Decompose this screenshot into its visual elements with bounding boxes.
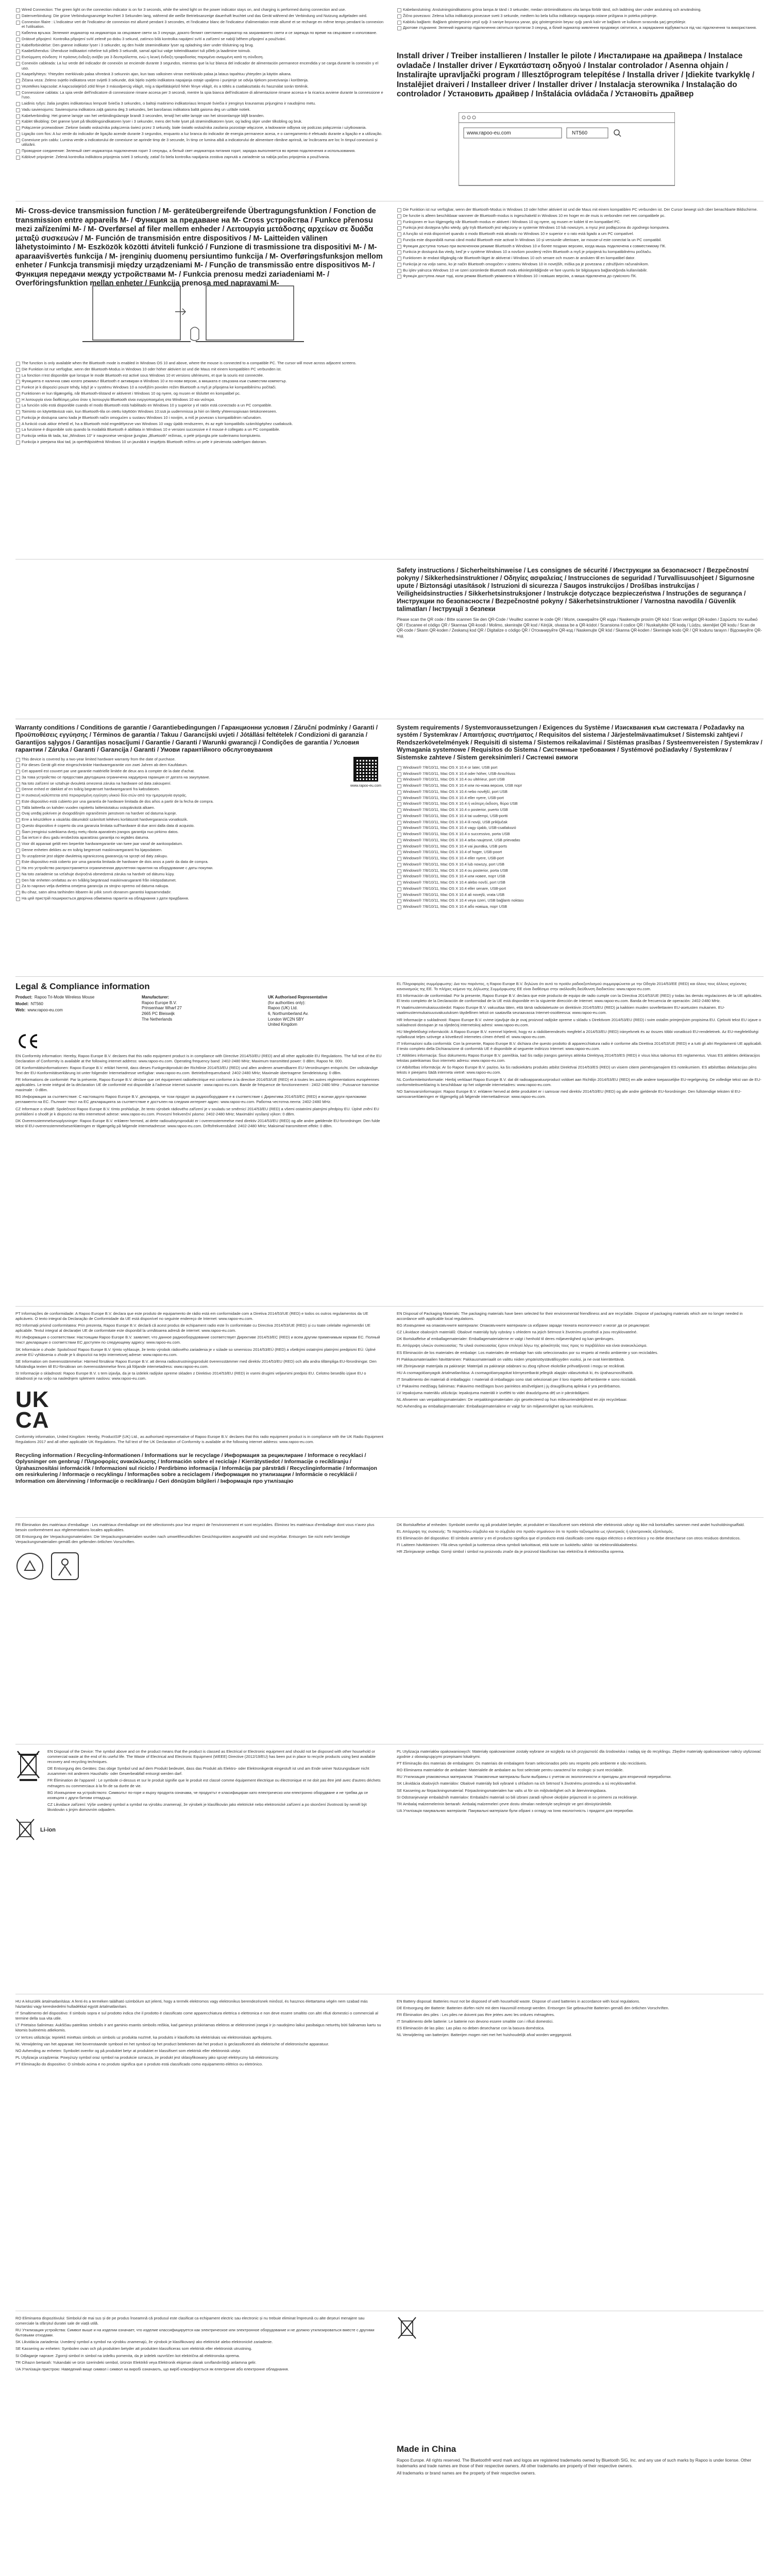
list-item: Drátové připojení: Kontrolka připojení svítí zeleně po dobu 3 sekund, zatímco bílá kontrolka napájení svítí a zařízení se nabíjí během připojení a používání. [15, 37, 384, 42]
legal-paragraph: SK Informácie o zhode: Spoločnosť Rapoo Europe B.V. týmto vyhlasuje, že tento výrobok rádiového zariadenia je v súlade so smernicou 2014/53/EÚ (RED) a všetkými ostatnými platnými predpismi EÚ. Úplné znenie EÚ vyhlásenia o zhode je k dispozícii na tejto internetovej adrese: www.rapoo-eu.com. [15, 1347, 376, 1357]
weee-right [397, 1522, 764, 1556]
legal-header-grid [15, 995, 384, 1027]
list-item: Datenverbindung: Die grüne Verbindungsanzeige leuchtet 3 Sekunden lang, während die weiße Betriebsanzeige dauerhaft leuchtet und das Gerät während der Verbindung und Nutzung aufgeladen wird. [15, 13, 384, 19]
ukrep-line: (for authorities only): [268, 1000, 306, 1005]
list-item: Ενσύρματη σύνδεση: Η πράσινη ένδειξη ανάβει για 3 δευτερόλεπτα, ενώ η λευκή ένδειξη τροφοδοσίας παραμένει αναμμένη κατά τη σύνδεση. [15, 55, 384, 60]
recycle-icon [15, 1552, 44, 1581]
model-label: Model: [15, 1001, 29, 1006]
weee-paragraph: HU A készülék ártalmatlanítása: A fenti és a terméken található szimbólum azt jelenti, hogy a termék elektromos vagy elektronikus berendezésnek minősül, és hasznos élettartama végén nem szabad más háztartási vagy kereskedelmi hulladékkal együtt ártalmatlanítani. [15, 1999, 368, 2009]
list-item: Die Funktion ist nur verfügbar, wenn der Bluetooth-Modus in Windows 10 oder höher aktiviert ist und die Maus mit einem kompatiblen PC verbunden ist. Der Cursor bewegt sich über benachbarte Bildschirme. [397, 207, 764, 212]
list-item: Функция доступна только при включенном режиме Bluetooth в Windows 10 и более поздних версиях, когда мышь подключена к совместимому ПК. [397, 244, 764, 249]
legal-bottom-left [15, 1311, 384, 1484]
list-item: Windows® 7/8/10/11, Mac OS X 10.4 або новіша, порт USB [397, 904, 764, 909]
weee-paragraphs-right [397, 1522, 764, 1554]
list-item: Кабелна връзка: Зеленият индикатор на индикатора за свързване свети за 3 секунди, докато белият светлинен индикатор на захранването свети и се зарежда по време на свързване и използване. [15, 30, 384, 36]
triman-icon [50, 1552, 79, 1581]
legal-paragraphs-left [15, 1054, 384, 1129]
list-item: Laidinis ryšys: žalia jungties indikatoriaus lemputė šviečia 3 sekundes, o baltoji maitinimo indikatoriaus lemputė šviečia ir įrenginys kraunamas prijungimo ir naudojimo metu. [15, 101, 384, 106]
warranty-qr [348, 757, 384, 902]
manufacturer-line: Prinsenhaar Wharf 27 [142, 1006, 182, 1011]
qr-caption: www.rapoo-eu.com [350, 784, 381, 788]
list-item: Connessione cablata: La spia verde dell'indicatore di connessione rimane accesa per 3 secondi, mentre la spia bianca dell'indicatore di alimentazione rimane accesa e la ricarica avviene durante la connessione e l'uso. [15, 90, 384, 100]
list-item: Windows® 7/8/10/11, Mac OS X 10.4 tai uudempi, USB-portti [397, 814, 764, 819]
weee-paragraph: PT Eliminação do dispositivo: O símbolo acima e no produto significa que o produto está classificado como equipamento elétrico ou eletrónico. [15, 2061, 263, 2066]
packaging-paragraphs-more [397, 1749, 764, 1814]
packaging-paragraphs [397, 1311, 764, 1409]
product-value: Rapoo Tri-Mode Wireless Mouse [34, 995, 95, 1000]
wheelie-bin-icon [15, 1749, 41, 1781]
weee-paragraph: DE Entsorgung des Gerätes: Das obige Symbol und auf dem Produkt bedeutet, dass das Produkt als Elektro- oder Elektronikgerät eingestuft ist und am Ende seiner Nutzungsdauer nicht zusammen mit anderem Haushalts- oder Gewerbeabfall entsorgt werden darf. [47, 1766, 369, 1776]
weee-paragraph: SI Odlaganje naprave: Zgornji simbol in simbol na izdelku pomenita, da je izdelek razvrščen kot električna ali elektronska oprema. [15, 2353, 240, 2358]
legal-paragraph: RU Информация о соответствии: Настоящим Rapoo Europe B.V. заявляет, что данное радиооборудование соответствует Директиве 2014/53/ЕС (RED) и всем другим применимым нормам ЕС. Полный текст декларации о соответствии ЕС доступен по следующему адресу: www.rapoo-eu.com. [15, 1335, 380, 1345]
mode-section [15, 207, 384, 289]
browser-illustration [459, 112, 675, 187]
list-item: Windows® 7/8/10/11, Mac OS X 10.4 ali novejši, vrata USB [397, 892, 764, 897]
packaging-paragraph: PL Utylizacja materiałów opakowaniowych: Materiały opakowaniowe zostały wybrane ze względu na ich przyjazność dla środowiska i nadają się do recyklingu. Zbędne materiały opakowaniowe należy utylizować zgodnie z obowiązującymi przepisami lokalnymi. [397, 1749, 761, 1759]
list-item: Windows® 7/8/10/11, Mac OS X 10.4 или по-нова версия, USB порт [397, 783, 764, 788]
manufacturer-line: 2665 PC Bleiswijk [142, 1011, 175, 1016]
sysreq-section [397, 724, 764, 910]
list-item: Η λειτουργία είναι διαθέσιμη μόνο όταν η λειτουργία Bluetooth είναι ενεργοποιημένη στα Windows 10 και νεότερα. [15, 397, 384, 402]
list-item: Funkcija je na voljo samo, ko je način Bluetooth omogočen v sistemu Windows 10 in novejših, miška pa je povezana z združljivim računalnikom. [397, 262, 764, 267]
list-item: Na toto zariadenie sa vzťahuje dvojročná obmedzená záruka na hardvér od dátumu kúpy. [15, 872, 343, 877]
warranty-title: Warranty conditions / Conditions de garantie / Garantiebedingungen / Гаранционни условия / Záruční podmínky / Garanti / Προϋποθέσεις εγγύησης / Términos de garantía / Takuu / Garancijski uvjeti / Jótállási feltételek / Condizioni di garanzia / Garantijos sąlygos / Garantijas nosacījumi / Garantie / Garanti / Warunki gwarancji / Condições de garantia / Условия гарантии / Záruka / Garanti / Garancija / Garanti / Умови гарантійного обслуговування [15, 724, 378, 754]
list-item: Połączenie przewodowe: Zielone światło wskaźnika połączenia świeci przez 3 sekundy, białe światło wskaźnika zasilania pozostaje włączone, a ładowanie odbywa się podczas połączenia i użytkowania. [15, 125, 384, 130]
connection-items [15, 7, 384, 160]
ukrep-line: Rapoo (UK) Ltd. [268, 1006, 298, 1011]
weee-paragraph: EN Disposal of the Device: The symbol above and on the product means that the product is classed as Electrical or Electronic equipment and should not be disposed with other household or commercial waste at the end of its useful life. The Waste of Electrical and Electronic Equipment (WEEE) Directive (2012/19/EU) has been put in place to recycle products using best available recovery and recycling techniques. [47, 1749, 376, 1765]
list-item: Windows® 7/8/10/11, Mac OS X 10.4 nebo novější, port USB [397, 789, 764, 794]
packaging-paragraph: UA Утилізація пакувальних матеріалів: Пакувальні матеріали були обрані з огляду на їхню екологічність і придатні для переробки. [397, 1808, 634, 1813]
list-item: Windows® 7/8/10/11, Mac OS X 10.4 eller senare, USB-port [397, 886, 764, 891]
list-item: This device is covered by a two-year limited hardware warranty from the date of purchase. [15, 757, 343, 762]
url-text: www.rapoo-eu.com [467, 130, 511, 136]
web-value: www.rapoo-eu.com [27, 1008, 63, 1013]
legal-paragraph: LV Atbilstības informācija: Ar šo Rapoo Europe B.V. paziņo, ka šis radioiekārtu produkts atbilst Direktīvai 2014/53/ES (RED) un visiem citiem piemērojamajiem ES noteikumiem. ES atbilstības deklarācijas pilns teksts ir pieejams šādā interneta vietnē: www.rapoo-eu.com. [397, 1065, 757, 1075]
list-item: Žičana veza: Zeleno svjetlo indikatora veze svijetli 3 sekunde, dok bijelo svjetlo indikatora napajanja ostaje upaljeno i punjenje se odvija tijekom povezivanja i korištenja. [15, 78, 384, 83]
legal-paragraph: DK Overensstemmelsesoplysninger: Rapoo Europe B.V. erklærer hermed, at dette radioudstyrsprodukt er i overensstemmelse med direktiv 2014/53/EU (RED) og alle andre gældende EU-forordninger. Den fulde tekst til EU-overensstemmelseserklæringen er tilgængelig på følgende internetadresse: www.rapoo-eu.com. Driftsfrekvensbånd: 2402-2480 MHz; Maksimal transmitteret effekt: 0 dBm. [15, 1118, 380, 1128]
list-item: Funkce je k dispozici pouze tehdy, když je v systému Windows 10 a novějším povolen režim Bluetooth a myš je připojena ke kompatibilnímu počítači. [15, 385, 384, 390]
packaging-left [15, 1522, 384, 1581]
list-item: Den här enheten omfattas av en tvåårig begränsad maskinvarugaranti från inköpsdatumet. [15, 878, 343, 883]
list-item: Ligação com fios: A luz verde do indicador de ligação acende durante 3 segundos, enquanto a luz branca do indicador de energia permanece acesa, e o carregamento é efetuado durante a ligação e a utilização. [15, 131, 384, 137]
list-item: Voor dit apparaat geldt een beperkte hardwaregarantie van twee jaar vanaf de aankoopdatum. [15, 841, 343, 846]
safety-title: Safety instructions / Sicherheitshinweise / Les consignes de sécurité / Инструкции за безопасност / Bezpečnostní pokyny / Sikkerhedsinstruktioner / Οδηγίες ασφαλείας / Instrucciones de seguridad / Turvallisuusohjeet / Sigurnosne upute / Biztonsági utasítások / Istruzioni di sicurezza / Saugos instrukcijos / Drošības instrukcijas / Veiligheidsinstructies / Sikkerhetsinstruksjoner / Instrukcje dotyczące bezpieczeństwa / Instruções de segurança / Инструкции по безопасности / Bezpečnostné pokyny / Säkerhetsinstruktioner / Varnostna navodila / Güvenlik talimatları / Інструкції з безпеки [397, 567, 755, 613]
list-item: Дротове з'єднання: Зелений індикатор підключення світиться протягом 3 секунд, а білий індикатор живлення продовжує світитися, а заряджання відбувається під час підключення та використання. [397, 25, 764, 30]
weee-paragraph: NO Avhending av enheten: Symbolet ovenfor og på produktet betyr at produktet er klassifisert som elektrisk eller elektronisk utstyr. [15, 2048, 241, 2053]
made-in-text: Rapoo Europe. All rights reserved. The Bluetooth® word mark and logos are registered trademarks owned by Bluetooth SIG, Inc. and any use of such marks by Rapoo is under license. Other trademarks and trade names are those of their respective owners. All other trademarks are property of their respective owners. [397, 2458, 752, 2469]
list-item: Šiam įrenginiui suteikiama dvejų metų ribota aparatinės įrangos garantija nuo pirkimo datos. [15, 829, 343, 835]
legal-paragraphs-bottom [15, 1311, 384, 1381]
weee-paragraph: FR Élimination de l'appareil : Le symbole ci-dessus et sur le produit signifie que le produit est classé comme équipement électrique ou électronique et ne doit pas être jeté avec d'autres déchets ménagers ou commerciaux à la fin de sa durée de vie. [47, 1778, 381, 1788]
made-in-line2: All trademarks or brand names are the property of their respective owners. [397, 2471, 536, 2476]
list-item: На это устройство распространяется ограниченная двухлетняя гарантия на оборудование с даты покупки. [15, 866, 343, 871]
legal-right [397, 981, 764, 1101]
ukca-text: Conformity information, United Kingdom: Hereby, ProductSIP (UK) Ltd., as authorised representative of Rapoo Europe B.V. declares that this radio equipment product is in compliance with the UK Radio Equipment Regulations 2017 and all other applicable UK Regulations. The full text of the UK Declaration of Conformity is available at the following internet address: www.rapoo-eu.com. [15, 1434, 384, 1445]
list-item: Windows® 7/8/10/11, Mac OS X 10.4 oder höher, USB-Anschluss [397, 771, 764, 776]
list-item: Žično povezavo: Zelena lučka indikatorja povezave sveti 3 sekunde, medtem ko bela lučka indikatorja napajanja ostane prižgana in poteka polnjenje. [397, 13, 764, 19]
weee-paragraph: FI Laitteen hävittäminen: Yllä oleva symboli ja tuotteessa oleva symboli tarkoittavat, että tuote on luokiteltu sähkö- tai elektroniikkalaitteeksi. [397, 1543, 638, 1548]
list-item: Windows® 7/8/10/11, Mac OS X 10.4 veya üzeri, USB bağlantı noktası [397, 898, 764, 903]
list-item: Funcția este disponibilă numai când modul Bluetooth este activat în Windows 10 și versiunile ulterioare, iar mouse-ul este conectat la un PC compatibil. [397, 238, 764, 243]
safety-section [397, 567, 764, 641]
divider [15, 976, 764, 977]
packaging-paragraph: RO Eliminarea materialelor de ambalare: Materialele de ambalare au fost selectate pentru caracterul lor ecologic și sunt reciclabile. [397, 1768, 624, 1773]
list-item: Windows® 7/8/10/11, Mac OS X 10.4 of hoger, USB-poort [397, 850, 764, 855]
list-item: Windows® 7/8/10/11, Mac OS X 10.4 vai jaunāka, USB ports [397, 844, 764, 849]
list-item: Funkcija je dostupna samo kada je Bluetooth način omogućen u sustavu Windows 10 i novijim, a miš je povezan s kompatibilnim računalom. [15, 415, 384, 420]
list-item: Windows® 7/8/10/11, Mac OS X 10.4 ou posterior, porta USB [397, 868, 764, 873]
divider [15, 559, 764, 560]
list-item: Káblové pripojenie: Zelená kontrolka indikátora pripojenia svieti 3 sekundy, zatiaľ čo biela kontrolka napájania zostáva zapnutá a zariadenie sa nabíja počas pripojenia a používania. [15, 155, 384, 160]
legal-paragraph: IT Informazioni sulla conformità: Con la presente, Rapoo Europe B.V. dichiara che questo prodotto di apparecchiatura radio è conforme alla Direttiva 2014/53/UE (RED) e a tutti gli altri Regolamenti UE applicabili. Il testo completo della Dichiarazione di conformità UE è disponibile al seguente indirizzo Internet: www.rapoo-eu.com. [397, 1041, 763, 1052]
list-item: Conexiune prin cablu: Lumina verde a indicatorului de conexiune se aprinde timp de 3 secunde, în timp ce lumina albă a indicatorului de alimentare rămâne aprinsă, iar încărcarea are loc în timpul conexiunii și utilizării. [15, 138, 384, 148]
list-item: Este dispositivo está coberto por uma garantia limitada de hardware de dois anos a partir da data de compra. [15, 859, 343, 865]
list-item: Šai ierīcei ir divu gadu ierobežota aparatūras garantija no iegādes datuma. [15, 835, 343, 840]
made-in-title: Made in China [397, 2444, 456, 2454]
list-item: Funksjonen er kun tilgjengelig når Bluetooth-modus er aktivert i Windows 10 og nyere, og musen er koblet til en kompatibel PC. [397, 219, 764, 225]
list-item: На цей пристрій поширюється дворічна обмежена гарантія на обладнання з дати придбання. [15, 896, 343, 901]
packaging-paragraph: NO Avhending av emballasjematerialer: Emballasjematerialene er valgt for sin miljøvennlighet og kan resirkuleres. [397, 1404, 595, 1409]
weee-paragraph: RU Утилизация устройства: Символ выше и на изделии означает, что изделие классифицируется как электрическое или электронное оборудование и не должно утилизироваться вместе с другими бытовыми отходами. [15, 2328, 375, 2338]
weee-paragraph: DK Bortskaffelse af enheden: Symbolet ovenfor og på produktet betyder, at produktet er klassificeret som elektrisk eller elektronisk udstyr og ikke må bortskaffes sammen med andet husholdningsaffald. [397, 1522, 745, 1527]
battery-paragraph: FR Élimination des piles : Les piles ne doivent pas être jetées avec les ordures ménagères. [397, 2012, 555, 2018]
battery-symbol-row [15, 1818, 384, 1842]
weee-paragraph: SK Likvidácia zariadenia: Uvedený symbol a symbol na výrobku znamenajú, že výrobok je klasifikovaný ako elektrické alebo elektronické zariadenie. [15, 2340, 273, 2345]
driver-section [397, 52, 764, 99]
manufacturer-line: Rapoo Europe B.V. [142, 1000, 177, 1005]
mode-paragraphs-right [397, 207, 764, 280]
legal-paragraph: BG Информация за съответствие: С настоящото Rapoo Europe B.V. декларира, че този продукт за радиооборудване е в съответствие с Директива 2014/53/ЕС (RED) и всички други приложими регламенти на ЕС. Пълният текст на ЕС декларацията за съответствие е достъпен на следния интернет адрес: www.rapoo-eu.com. Работна честотна лента: 2402-2480 MHz. [15, 1094, 366, 1105]
list-item: Windows® 7/8/10/11, Mac OS X 10.4 alebo novší, port USB [397, 880, 764, 885]
ukrep-line: 6, Northumberland Av. [268, 1011, 309, 1016]
list-item: A função só está disponível quando o modo Bluetooth está ativado no Windows 10 e superior e o rato está ligado a um PC compatível. [397, 231, 764, 236]
legal-paragraph: LT Atitikties informacija: Šiuo dokumentu Rapoo Europe B.V. pareiškia, kad šis radijo įrangos gaminys atitinka Direktyvą 2014/53/ES (RED) ir visus kitus taikomus ES reglamentus. Visas ES atitikties deklaracijos tekstas pateikiamas šiuo interneto adresu: www.rapoo-eu.com. [397, 1053, 760, 1063]
list-item: Die Funktion ist nur verfügbar, wenn der Bluetooth-Modus in Windows 10 oder höher aktiviert ist und die Maus mit einem kompatiblen PC verbunden ist. [15, 367, 384, 372]
ukrep-line: London WC2N 5BY [268, 1016, 304, 1022]
list-item: Windows® 7/8/10/11, Mac OS X 10.4 or later, USB port [397, 765, 764, 770]
packaging-paragraph: SI Odstranjevanje embalažnih materialov: Embalažni materiali so bili izbrani zaradi njihove okoljske prijaznosti in so primerni za recikliranje. [397, 1794, 638, 1800]
divider [15, 1517, 764, 1518]
weee-paragraph: NL Verwijdering van het apparaat: Het bovenstaande symbool en het symbool op het product betekenen dat het product is geclassificeerd als elektrische of elektronische apparatuur. [15, 2041, 329, 2046]
list-item: Funkcja jest dostępna tylko wtedy, gdy tryb Bluetooth jest włączony w systemie Windows 10 lub nowszym, a mysz jest podłączona do zgodnego komputera. [397, 225, 764, 230]
list-item: Windows® 7/8/10/11, Mac OS X 10.4 или новее, порт USB [397, 874, 764, 879]
weee-paragraph: EL Απόρριψη της συσκευής: Το παραπάνω σύμβολο και το σύμβολο στο προϊόν σημαίνουν ότι το προϊόν ταξινομείται ως ηλεκτρικός ή ηλεκτρονικός εξοπλισμός. [397, 1529, 674, 1534]
legal-paragraph: EL Πληροφορίες συμμόρφωσης: Δια του παρόντος, η Rapoo Europe B.V. δηλώνει ότι αυτό το προϊόν ραδιοεξοπλισμού συμμορφώνεται με την Οδηγία 2014/53/ΕΕ (RED) και όλους τους άλλους ισχύοντες κανονισμούς της ΕΕ. Το πλήρες κείμενο της Δήλωσης Συμμόρφωσης ΕΕ είναι διαθέσιμο στην ακόλουθη διεύθυνση διαδικτύου: www.rapoo-eu.com. [397, 981, 747, 992]
battery-paragraph: NL Verwijdering van batterijen: Batterijen mogen niet met het huishoudelijk afval worden weggegooid. [397, 2032, 572, 2038]
legal-paragraph: SE Information om överensstämmelse: Härmed försäkrar Rapoo Europe B.V. att denna radioutrustningsprodukt överensstämmer med direktiv 2014/53/EU (RED) och alla andra tillämpliga EU-förordningar. Den fullständiga texten till EU-försäkran om överensstämmelse finns på följande internetadress: www.rapoo-eu.com. [15, 1359, 377, 1369]
manufacturer-line: The Netherlands [142, 1016, 173, 1022]
packaging-paragraph: SK Likvidácia obalových materiálov: Obalové materiály boli vybrané s ohľadom na ich šetrnosť k životnému prostrediu a sú recyklovateľné. [397, 1781, 637, 1786]
list-item: La función sólo está disponible cuando el modo Bluetooth está habilitado en Windows 10 y superior y el ratón está conectado a un PC compatible. [15, 403, 384, 408]
list-item: Denne enhed er dækket af en toårig begrænset hardwaregaranti fra købsdatoen. [15, 787, 343, 792]
list-item: Windows® 7/8/10/11, Mac OS X 10.4 vagy újabb, USB-csatlakozó [397, 825, 764, 831]
connection-items-right [397, 7, 764, 30]
search-text: NT560 [572, 130, 588, 136]
list-item: Ovaj uređaj pokriven je dvogodišnjim ograničenim jamstvom na hardver od datuma kupnje. [15, 811, 343, 816]
battery-symbols [397, 2316, 764, 2341]
list-item: Na toto zařízení se vztahuje dvouletá omezená záruka na hardware od data zakoupení. [15, 781, 343, 786]
list-item: Windows® 7/8/10/11, Mac OS X 10.4 ou ultérieur, port USB [397, 777, 764, 782]
list-item: Η συσκευή καλύπτεται από περιορισμένη εγγύηση υλικού δύο ετών από την ημερομηνία αγοράς. [15, 793, 343, 798]
packaging-paragraph: IT Smaltimento dei materiali di imballaggio: I materiali di imballaggio sono stati selezionati per il loro rispetto dell'ambiente e sono riciclabili. [397, 1377, 637, 1382]
ce-mark-icon [15, 1033, 39, 1049]
weee-paragraph: CZ Likvidace zařízení: Výše uvedený symbol a symbol na výrobku znamenají, že výrobek je klasifikován jako elektrické nebo elektronické zařízení a po skončení životnosti by neměl být likvidován s jiným domovním odpadem. [47, 1802, 367, 1812]
weee-paragraph: UA Утилізація пристрою: Наведений вище символ і символ на виробі означають, що виріб класифікується як електричне або електронне обладнання. [15, 2366, 289, 2371]
battery-paragraph: ES Eliminación de las pilas: Las pilas no deben desecharse con la basura doméstica. [397, 2026, 545, 2031]
list-item: Windows® 7/8/10/11, Mac OS X 10.4 lub nowszy, port USB [397, 862, 764, 867]
list-item: Für dieses Gerät gilt eine eingeschränkte Hardwaregarantie von zwei Jahren ab dem Kaufdatum. [15, 762, 343, 768]
list-item: Kabelanslutning: Anslutningsindikatorns gröna lampa är tänd i 3 sekunder, medan strömindikatorns vita lampa förblir tänd, och laddning sker under anslutning och användning. [397, 7, 764, 12]
list-item: The function is only available when the Bluetooth mode is enabled in Windows OS 10 and above, where the mouse is connected to a compatible PC. The cursor will move across adjacent screens. [15, 361, 384, 366]
product-label: Product: [15, 995, 32, 1000]
packaging-paragraph: ES Eliminación de los materiales de embalaje: Los materiales de embalaje han sido seleccionados por su respeto al medio ambiente y son reciclables. [397, 1350, 658, 1355]
browser-window-icon [459, 112, 675, 187]
legal-paragraph: CZ Informace o shodě: Společnost Rapoo Europe B.V. tímto prohlašuje, že tento výrobek rádiového zařízení je v souladu se směrnicí 2014/53/EU (RED) a všemi ostatními platnými předpisy EU. Úplné znění EU prohlášení o shodě je k dispozici na této internetové adrese: www.rapoo-eu.com. Provozní frekvenční pásmo: 2402-2480 MHz; Maximální vysílaný výkon: 0 dBm. [15, 1106, 379, 1116]
battery-paragraph: DE Entsorgung der Batterie: Batterien dürfen nicht mit dem Hausmüll entsorgt werden. Entsorgen Sie gebrauchte Batterien gemäß den örtlichen Vorschriften. [397, 2006, 669, 2011]
list-item: Windows® 7/8/10/11, Mac OS X 10.4 o posterior, puerto USB [397, 807, 764, 812]
list-item: Funktionen er kun tilgængelig, når Bluetooth-tilstand er aktiveret i Windows 10 og nyere, og musen er tilsluttet en kompatibel pc. [15, 391, 384, 396]
manufacturer-block [142, 995, 258, 1027]
weee-paragraph: ES Eliminación del dispositivo: El símbolo anterior y en el producto significa que el producto está clasificado como equipo eléctrico o electrónico y no debe desecharse con otros residuos domésticos. [397, 1536, 741, 1541]
list-item: Erre a készülékre a vásárlás dátumától számított kétéves korlátozott hardvergarancia vonatkozik. [15, 817, 343, 822]
made-in-section [397, 2316, 764, 2478]
list-item: To urządzenie jest objęte dwuletnią ograniczoną gwarancją na sprzęt od daty zakupu. [15, 854, 343, 859]
list-item: Windows® 7/8/10/11, Mac OS X 10.4 ή νεότερη έκδοση, θύρα USB [397, 801, 764, 806]
ce-marks [15, 1033, 384, 1049]
legal-paragraph: EN Conformity information: Hereby, Rapoo Europe B.V. declares that this radio equipment product is in compliance with Directive 2014/53/EU (RED) and all other applicable EU Regulations. The full text of the EU Declaration of Conformity is available at the following internet address: www.rapoo-eu.com. Operating frequency band: 2402-2480 MHz; Maximum transmitted power: 0 dBm; Rapoo Nr. 000. [15, 1053, 382, 1063]
list-item: Funkcija veikia tik tada, kai „Windows 10“ ir naujesnėse versijose įjungtas „Bluetooth“ režimas, o pelė prijungta prie suderinamo kompiuterio. [15, 433, 384, 438]
list-item: Windows® 7/8/10/11, Mac OS X 10.4 eller nyere, USB-port [397, 856, 764, 861]
list-item: Windows® 7/8/10/11, Mac OS X 10.4 o successivo, porta USB [397, 832, 764, 837]
list-item: Denne enheten dekkes av en toårig begrenset maskinvaregaranti fra kjøpsdatoen. [15, 848, 343, 853]
list-item: Cet appareil est couvert par une garantie matérielle limitée de deux ans à compter de la date d'achat. [15, 769, 343, 774]
list-item: Kaapeliyhteys: Yhteyden merkkivalo palaa vihreänä 3 sekunnin ajan, kun taas valkoinen virran merkkivalo palaa ja lataus tapahtuu yhteyden ja käytön aikana. [15, 72, 384, 77]
list-item: A funkció csak akkor érhető el, ha a Bluetooth mód engedélyezve van Windows 10 vagy újabb rendszeren, és az egér kompatibilis számítógéphez csatlakozik. [15, 421, 384, 427]
packaging-paragraph: TR Ambalaj malzemelerinin bertarafı: Ambalaj malzemeleri çevre dostu olmaları nedeniyle seçilmiştir ve geri dönüştürülebilir. [397, 1801, 612, 1806]
list-item: Funktionen är endast tillgänglig när Bluetooth-läget är aktiverat i Windows 10 och senare och musen är ansluten till en kompatibel dator. [397, 256, 764, 261]
driver-title: Install driver / Treiber installieren / Installer le pilote / Инсталиране на драйвера / Instalace ovladače / Installer driver / Εγκατάσταση οδηγού / Instalar controlador / Asenna ohjain / Instalirajte upravljački program / Illesztőprogram telepítése / Installa driver / Įdiekite tvarkyklę / Instalējiet draiveri / Installeer driver / Installer driver / Instalacja sterownika / Instalação do controlador / Установить драйвер / Inštalácia ovládača / Установіть драйвер [397, 52, 755, 99]
bottom-left [15, 2316, 384, 2374]
legal-paragraphs-right [397, 981, 764, 1099]
search-icon [613, 129, 621, 137]
list-item: Vezetékes kapcsolat: A kapcsolatjelző zöld fénye 3 másodpercig világít, míg a tápellátásjelző fehér fénye világít, és a töltés a csatlakoztatás és használat során történik. [15, 84, 384, 89]
legal-paragraph: SI Informacije o skladnosti: Rapoo Europe B.V. s tem izjavlja, da je ta izdelek radijske opreme skladen z Direktivo 2014/53/EU (RED) in vsemi drugimi veljavnimi predpisi EU. Celotno besedilo izjave EU o skladnosti je na voljo na naslednjem spletnem naslovu: www.rapoo-eu.com. [15, 1370, 366, 1381]
product-block [15, 995, 131, 1027]
weee-paragraph: IT Smaltimento del dispositivo: Il simbolo sopra e sul prodotto indica che il prodotto è classificato come apparecchiatura elettrica o elettronica e non deve essere smaltito con altri rifiuti domestici o commerciali al termine della sua vita utile. [15, 2011, 378, 2021]
packaging-paragraph: DK Bortskaffelse af emballagematerialer: Emballagematerialerne er valgt i henhold til deres miljøvenlighed og kan genbruges. [397, 1336, 615, 1342]
ukca-mark: UK CA [15, 1387, 49, 1433]
safety-body: Please scan the QR code / Bitte scannen Sie den QR-Code / Veuillez scanner le code QR / Моля, сканирайте QR кода / Naskenujte prosím QR kód / Scan venligst QR-koden / Σαρώστε τον κωδικό QR / Escanee el código QR / Skannaa QR-koodi / Molimo, skenirajte QR kod / Kérjük, olvassa be a QR-kódot / Scansiona il codice QR / Nuskaitykite QR kodą / Lūdzu, skenējiet QR kodu / Scan de QR-code / Skann QR-koden / Zeskanuj kod QR / Digitalize o código QR / Отсканируйте QR-код / Naskenujte QR kód / Skanna QR-koden / Skenirajte kodo QR / QR kodunu tarayın / Відскануйте QR-код [397, 617, 762, 638]
manufacturer-label: Manufacturer: [142, 995, 170, 1000]
legal-paragraph: FI Vaatimustenmukaisuustiedot: Rapoo Europe B.V. vakuuttaa täten, että tämä radiolaitetuote on direktiivin 2014/53/EU (RED) ja kaikkien muiden sovellettavien EU-asetusten mukainen. EU-vaatimustenmukaisuusvakuutuksen täydellinen teksti on saatavilla seuraavassa Internet-osoitteessa: www.rapoo-eu.com. [397, 1005, 725, 1015]
ukrep-line: United Kingdom [268, 1022, 297, 1027]
connection-list-left [15, 7, 384, 161]
packaging-paragraphs-left [15, 1522, 384, 1545]
battery-paragraphs [397, 1999, 764, 2038]
list-item: Windows® 7/8/10/11, Mac OS X 10.4 arba naujesnė, USB prievadas [397, 838, 764, 843]
divider [15, 1306, 764, 1307]
battery-paragraph: IT Smaltimento delle batterie: Le batterie non devono essere smaltite con i rifiuti domestici. [397, 2019, 554, 2024]
list-item: Kabelverbinding: Het groene lampje van het verbindingslampje brandt 3 seconden, terwijl het witte lampje van het stroomlampje blijft branden. [15, 113, 384, 118]
legal-section [15, 981, 384, 1130]
list-item: De functie is alleen beschikbaar wanneer de Bluetooth-modus is ingeschakeld in Windows 10 en hoger en de muis is verbonden met een compatibele pc. [397, 213, 764, 218]
list-item: Windows® 7/8/10/11, Mac OS X 10.4 eller nyere, USB-port [397, 795, 764, 801]
list-item: Connexion filaire : L'indicateur vert de l'indicateur de connexion est allumé pendant 3 secondes, et l'indicateur blanc de l'indicateur d'alimentation reste allumé et se recharge en même temps pendant la connexion et l'utilisation. [15, 20, 384, 30]
list-item: Kablolu bağlantı: Bağlantı göstergesinin yeşil ışığı 3 saniye boyunca yanar, güç göstergesinin beyaz ışığı yanık kalır ve bağlantı ve kullanım sırasında şarj gerçekleşir. [397, 20, 764, 25]
pl-right [397, 1749, 764, 1815]
list-item: Funkcija ir pieejama tikai tad, ja operētājsistēmā Windows 10 un jaunākā ir iespējots Bluetooth režīms un pele ir pievienota saderīgam datoram. [15, 439, 384, 445]
packaging-right [397, 1311, 764, 1411]
list-item: Questo dispositivo è coperto da una garanzia limitata sull'hardware di due anni dalla data di acquisto. [15, 823, 343, 828]
list-item: La funzione è disponibile solo quando la modalità Bluetooth è abilitata in Windows 10 e versioni successive e il mouse è collegato a un PC compatibile. [15, 427, 384, 432]
list-item: Функція доступна лише тоді, коли режим Bluetooth увімкнено в Windows 10 і новіших версіях, а миша підключена до сумісного ПК. [397, 274, 764, 279]
weee-paragraph: SE Kassering av enheten: Symbolen ovan och på produkten betyder att produkten klassificeras som elektrisk eller elektronisk utrustning. [15, 2346, 252, 2351]
bottom-right [397, 1999, 764, 2040]
packaging-paragraph: FR Élimination des matériaux d'emballage : Les matériaux d'emballage ont été sélectionnés pour leur respect de l'environnement et sont recyclables. Éliminez les matériaux d'emballage dont vous n'avez plus besoin conformément aux réglementations locales applicables. [15, 1522, 375, 1533]
list-item: La fonction n'est disponible que lorsque le mode Bluetooth est activé sous Windows 10 et versions ultérieures, et que la souris est connectée. [15, 373, 384, 378]
weee-paragraph: BG Изхвърляне на устройството: Символът по-горе и върху продукта означава, че продуктът е класифициран като електрическо или електронно оборудване и не трябва да се изхвърля с други битови отпадъци. [47, 1790, 368, 1800]
qr-code-icon [353, 757, 378, 782]
packaging-paragraph: FI Pakkausmateriaalien hävittäminen: Pakkausmateriaalit on valittu niiden ympäristöystävällisyyden vuoksi, ja ne ovat kierrätettäviä. [397, 1357, 625, 1362]
list-item: Este dispositivo está cubierto por una garantía de hardware limitada de dos años a partir de la fecha de compra. [15, 799, 343, 804]
battery-paragraph: EN Battery disposal: Batteries must not be disposed of with household waste. Dispose of used batteries in accordance with local regulations. [397, 1999, 640, 2004]
weee-paragraphs-more [15, 1999, 384, 2067]
legal-paragraph: PT Informações de conformidade: A Rapoo Europe B.V. declara que este produto de equipamento de rádio está em conformidade com a Diretiva 2014/53/UE (RED) e todos os outros regulamentos da UE aplicáveis. O texto integral da Declaração de Conformidade da UE está disponível no seguinte endereço de Internet: www.rapoo-eu.com. [15, 1311, 368, 1321]
battery-symbol-caption: Li-ion [40, 1826, 56, 1833]
warranty-section [15, 724, 384, 902]
laptop-screens-icon [21, 281, 371, 350]
weee-paragraph: HR Zbrinjavanje uređaja: Gornji simbol i simbol na proizvodu znače da je proizvod klasificiran kao električna ili elektronička oprema. [397, 1549, 624, 1554]
packaging-paragraph: SE Kassering av förpackningsmaterial: Förpackningsmaterialen har valts ut för sin miljövänlighet och är återvinningsbara. [397, 1788, 607, 1793]
mode-title: Mi- Cross-device transmission function / M- geräteübergreifende Übertragungsfunktion / Fonction de transmission entre appareils M- / Функция за предаване на M- Cross устройства / Funkce přenosu mezi zařízeními M- / M- Overførsel af filer mellem enheder / Λειτουργία μετάδοσης αρχείων σε δυάδα μεταξύ συσκευών / M- Función de transmisión entre dispositivos / M- Laitteiden välinen lähetystoiminto / M- Eszközök közötti átviteli funkció / Funzione di trasmissione tra dispositivi M- / M- aparaavišvertės funkcija / M- įrenginių duomenų persiuntimo funkcija / M- Overføringsfunksjon mellom enheter / Funkcja transmisji między urządzeniami M- / Função de transmissão entre dispositivos M- / Функция передачи между устройствами M- / Funkcia prenosu medzi zariadeniami M- / Overföringsfunktion mellan enheter / Funkcija prenosa med napravami M- [15, 207, 383, 287]
weee-paragraphs-left [47, 1749, 384, 1812]
list-item: Conexión cableada: La luz verde del indicador de conexión se enciende durante 3 segundos, mientras que la luz blanca del indicador de alimentación permanece encendida y se carga durante la conexión y el uso. [15, 61, 384, 71]
ukrep-label: UK Authorised Representative [268, 995, 328, 1000]
list-item: Tällä laitteella on kahden vuoden rajoitettu laitteistotakuu ostopäivästä alkaen. [15, 805, 343, 810]
legal-paragraph: DE Konformitätsinformationen: Rapoo Europe B.V. erklärt hiermit, dass dieses Funkgerätprodukt der Richtlinie 2014/53/EU (RED) und allen anderen anwendbaren EU-Verordnungen entspricht. Der vollständige Text der EU-Konformitätserklärung ist unter folgender Internetadresse verfügbar: www.rapoo-eu.com. Betriebsfrequenzband: 2402-2480 MHz; Maximale übertragene Sendeleistung: 0 dBm. [15, 1065, 378, 1075]
list-item: Kablet tilkobling: Det grønne lyset på tilkoblingsindikatoren lyser i 3 sekunder, mens det hvite lyset på strømindikatoren lyser, og lading skjer under tilkobling og bruk. [15, 119, 384, 124]
list-item: За това устройство се предоставя двугодишна ограничена хардуерна гаранция от датата на закупуване. [15, 775, 343, 780]
weee-paragraph: TR Cihazın bertarafı: Yukarıdaki ve ürün üzerindeki sembol, ürünün Elektrikli veya Elektronik ekipman olarak sınıflandırıldığı anlamına gelir. [15, 2360, 257, 2365]
packaging-paragraph: HR Zbrinjavanje materijala za pakiranje: Materijali za pakiranje odabrani su zbog njihove ekološke prihvatljivosti i mogu se reciklirati. [397, 1363, 625, 1368]
packaging-paragraph: BG Изхвърляне на опаковъчните материали: Опаковъчните материали са избрани заради тяхната екологичност и могат да се рециклират. [397, 1323, 650, 1328]
hu-left [15, 1999, 384, 2069]
legal-paragraph: NO Samsvarsinformasjon: Rapoo Europe B.V. erklærer herved at dette produktet er i samsvar med direktiv 2014/53/EU (RED) og alle andre gjeldende EU-forordninger. Den fullstendige teksten til EU-samsvarserklæringen er tilgjengelig på følgende internettadresse: www.rapoo-eu.com. [397, 1089, 742, 1099]
weee-paragraph: LV Ierīces utilizācija: Iepriekš minētais simbols un simbols uz produkta nozīmē, ka produkts ir klasificēts kā elektriskais vai elektroniskais aprīkojums. [15, 2035, 273, 2040]
packaging-paragraph: CZ Likvidace obalových materiálů: Obalové materiály byly vybrány s ohledem na jejich šetrnost k životnímu prostředí a jsou recyklovatelné. [397, 1330, 638, 1335]
packaging-paragraph: PT Eliminação dos materiais de embalagem: Os materiais de embalagem foram selecionados pelo seu respeito pelo ambiente e são recicláveis. [397, 1761, 647, 1766]
packaging-paragraph: EL Απόρριψη υλικών συσκευασίας: Τα υλικά συσκευασίας έχουν επιλεγεί λόγω της φιλικότητάς τους προς το περιβάλλον και είναι ανακυκλώσιμα. [397, 1343, 648, 1348]
legal-paragraph: HU Megfelelőségi információk: A Rapoo Europe B.V. ezennel kijelenti, hogy ez a rádióberendezés megfelel a 2014/53/EU (RED) irányelvnek és az összes többi vonatkozó EU-rendeletnek. Az EU-megfelelőségi nyilatkozat teljes szövege a következő internetes címen érhető el: www.rapoo-eu.com. [397, 1029, 759, 1039]
legal-paragraph: RO Informații privind conformitatea: Prin prezenta, Rapoo Europe B.V. declară că acest produs de echipament radio este în conformitate cu Directiva 2014/53/UE (RED) și cu toate celelalte reglementări UE aplicabile. Textul integral al declarației UE de conformitate este disponibil la următoarea adresă de internet: www.rapoo-eu.com. [15, 1323, 370, 1333]
list-item: Windows® 7/8/10/11, Mac OS X 10.4 ili noviji, USB priključak [397, 820, 764, 825]
packaging-paragraph: NL Afvoeren van verpakkingsmaterialen: De verpakkingsmaterialen zijn geselecteerd op hun milieuvriendelijkheid en zijn recyclebaar. [397, 1397, 628, 1402]
recycling-title: Recycling information / Recycling-Informationen / Informations sur le recyclage / Информация за рециклиране / Informace o recyklaci / Oplysninger om genbrug / Πληροφορίες ανακύκλωσης / Información sobre el reciclaje / Kierrätystiedot / Informacije o recikliranju / Újrahasznosítási információk / Informazioni sul riciclo / Perdirbimo informacija / Informācija par pārstrādi / Recyclinginformatie / Informasjon om resirkulering / Informacje o recyklingu / Informações sobre a reciclagem / Информация по утилизации / Informácie o recyklácii / Information om återvinning / Informacije o recikliranju / Geri dönüşüm bilgileri / Інформація про утилізацію [15, 1452, 377, 1484]
weee-paragraph: RO Eliminarea dispozitivului: Simbolul de mai sus și de pe produs înseamnă că produsul este clasificat ca echipament electric sau electronic și nu trebuie eliminat împreună cu alte deșeuri menajere sau comerciale la sfârșitul duratei sale de viață utilă. [15, 2316, 365, 2326]
mode-items [15, 361, 384, 445]
packaging-paragraph: LT Pakavimo medžiagų šalinimas: Pakavimo medžiagos buvo parinktos atsižvelgiant į jų draugiškumą aplinkai ir yra perdirbamos. [397, 1384, 621, 1389]
web-label: Web: [15, 1008, 26, 1013]
packaging-paragraph: DE Entsorgung der Verpackungsmaterialien: Die Verpackungsmaterialien wurden nach umweltfreundlichen Gesichtspunkten ausgewählt und sind recyclebar. Entsorgen Sie nicht mehr benötigte Verpackungsmaterialien gemäß den geltenden örtlichen Vorschriften. [15, 1534, 350, 1545]
recycle-symbols [15, 1552, 384, 1581]
model-value: NT560 [30, 1001, 43, 1006]
legal-paragraph: NL Conformiteitsinformatie: Hierbij verklaart Rapoo Europe B.V. dat dit radioapparatuurproduct voldoet aan Richtlijn 2014/53/EU (RED) en alle andere toepasselijke EU-regelgeving. De volledige tekst van de EU-conformiteitsverklaring is beschikbaar op het volgende internetadres: www.rapoo-eu.com. [397, 1077, 761, 1087]
packaging-paragraph: HU A csomagolóanyagok ártalmatlanítása: A csomagolóanyagokat környezetbarát jellegük alapján választottuk ki, és újrahasznosíthatók. [397, 1370, 634, 1375]
packaging-paragraph: LV Iepakojuma materiālu utilizācija: Iepakojuma materiāli ir izvēlēti to videi draudzīguma dēļ un ir pārstrādājami. [397, 1391, 590, 1396]
legal-paragraph: HR Informacije o sukladnosti: Rapoo Europe B.V. ovime izjavljuje da je ovaj proizvod radijske opreme u skladu s Direktivom 2014/53/EU (RED) i svim ostalim primjenjivim propisima EU. Cjeloviti tekst EU izjave o sukladnosti dostupan je na sljedećoj internetskoj adresi: www.rapoo-eu.com. [397, 1017, 761, 1027]
list-item: Funkcia je dostupná iba vtedy, keď je v systéme Windows 10 a novšom povolený režim Bluetooth a myš je pripojená ku kompatibilnému počítaču. [397, 249, 764, 255]
mode-paragraphs [15, 361, 384, 446]
battery-crossed-bin-icon [397, 2316, 417, 2341]
sysreq-items [397, 765, 764, 909]
sysreq-title: System requirements / Systemvoraussetzungen / Exigences du Système / Изисквания към системата / Požadavky na systém / Systemkrav / Απαιτήσεις συστήματος / Requisitos del sistema / Järjestelmävaatimukset / Sistemski zahtjevi / Rendszerkövetelmények / Requisiti di sistema / Sistemos reikalavimai / Sistēmas prasības / Systeemvereisten / Systemkrav / Wymagania systemowe / Requisitos do Sistema / Системные требования / Systémové požiadavky / Systemkrav / Sistemske zahteve / Sistem gereksinimleri / Системні вимоги [397, 724, 763, 761]
list-item: Toiminto on käytettävissä vain, kun Bluetooth-tila on otettu käyttöön Windows 10:ssä ja uudemmissa ja hiiri on liitetty yhteensopivaan tietokoneeseen. [15, 409, 384, 414]
multi-screen-illustration [21, 281, 371, 350]
warranty-items [15, 757, 343, 902]
list-item: Kabelforbindelse: Den grønne indikator lyser i 3 sekunder, og den hvide strømindikator lyser og opladning sker under tilslutning og brug. [15, 43, 384, 48]
weee-left [15, 1749, 384, 1842]
weee-paragraphs-final [15, 2316, 384, 2372]
ukrep-block [268, 995, 384, 1027]
list-item: Bu işlev yalnızca Windows 10 ve üzeri sürümlerde Bluetooth modu etkinleştirildiğinde ve fare uyumlu bir bilgisayara bağlandığında kullanılabilir. [397, 268, 764, 273]
legal-paragraph: FR Informations de conformité: Par la présente, Rapoo Europe B.V. déclare que cet équipement radioélectrique est conforme à la directive 2014/53/UE (RED) et à toutes les autres réglementations européennes applicables. Le texte intégral de la déclaration UE de conformité est disponible à l'adresse internet suivante : www.rapoo-eu.com. Bande de fréquence de fonctionnement : 2402-2480 MHz ; Puissance transmise maximale : 0 dBm. [15, 1077, 379, 1093]
list-item: Проводное соединение: Зеленый свет индикатора подключения горит 3 секунды, а белый свет индикатора питания горит, зарядка выполняется во время подключения и использования. [15, 148, 384, 154]
list-item: Za to napravo velja dveletna omejena garancija za strojno opremo od datuma nakupa. [15, 884, 343, 889]
weee-paragraph: LT Prietaiso šalinimas: Aukščiau pateiktas simbolis ir ant gaminio esantis simbolis reiškia, kad gaminys priskiriamas elektros ar elektroninei įrangai ir jo naudojimo laikui pasibaigus neturėtų būti šalinamas kartu su kitomis buitinėmis atliekomis. [15, 2023, 381, 2033]
list-item: Функцията е налична само когато режимът Bluetooth е активиран в Windows 10 и по-нови версии, а мишката е свързана към съвместим компютър. [15, 379, 384, 384]
mode-items-right [397, 207, 764, 279]
packaging-paragraph: EN Disposal of Packaging Materials: The packaging materials have been selected for their environmental friendliness and are recyclable. Dispose of packaging materials which are no longer needed in accordance with applicable local regulations. [397, 1311, 743, 1321]
packaging-paragraph: RU Утилизация упаковочных материалов: Упаковочные материалы были выбраны с учетом их экологичности и пригодны для вторичной переработки. [397, 1774, 672, 1780]
weee-paragraph: PL Utylizacja urządzenia: Powyższy symbol oraz symbol na produkcie oznacza, że produkt jest sklasyfikowany jako sprzęt elektryczny lub elektroniczny. [15, 2055, 279, 2060]
list-item: Bu cihaz, satın alma tarihinden itibaren iki yıllık sınırlı donanım garantisi kapsamındadır. [15, 890, 343, 895]
connection-list-right [397, 7, 764, 31]
legal-title: Legal & Compliance information [15, 981, 150, 991]
list-item: Kaabelühendus: Ühenduse indikaatori roheline tuli põleb 3 sekundit, samal ajal kui valge toiteindikaatori tuli põleb ja laadimine toimub. [15, 48, 384, 54]
list-item: Vadu savienojums: Savienojuma indikatora zaļā gaisma deg 3 sekundes, bet barošanas indikatora baltā gaisma deg un uzlāde notiek. [15, 107, 384, 112]
list-item: Wired Connection: The green light on the connection indicator is on for 3 seconds, while the wired light on the power indicator stays on, and charging is performed during connection and use. [15, 7, 384, 12]
legal-paragraph: ES Información de conformidad: Por la presente, Rapoo Europe B.V. declara que este producto de equipo de radio cumple con la Directiva 2014/53/UE (RED) y todas las demás regulaciones de la UE aplicables. El texto completo de la Declaración de conformidad de la UE está disponible en la siguiente dirección de Internet: www.rapoo-eu.com. Banda de frecuencia de operación: 2402-2480 MHz. [397, 993, 763, 1004]
battery-bin-icon [15, 1818, 35, 1842]
